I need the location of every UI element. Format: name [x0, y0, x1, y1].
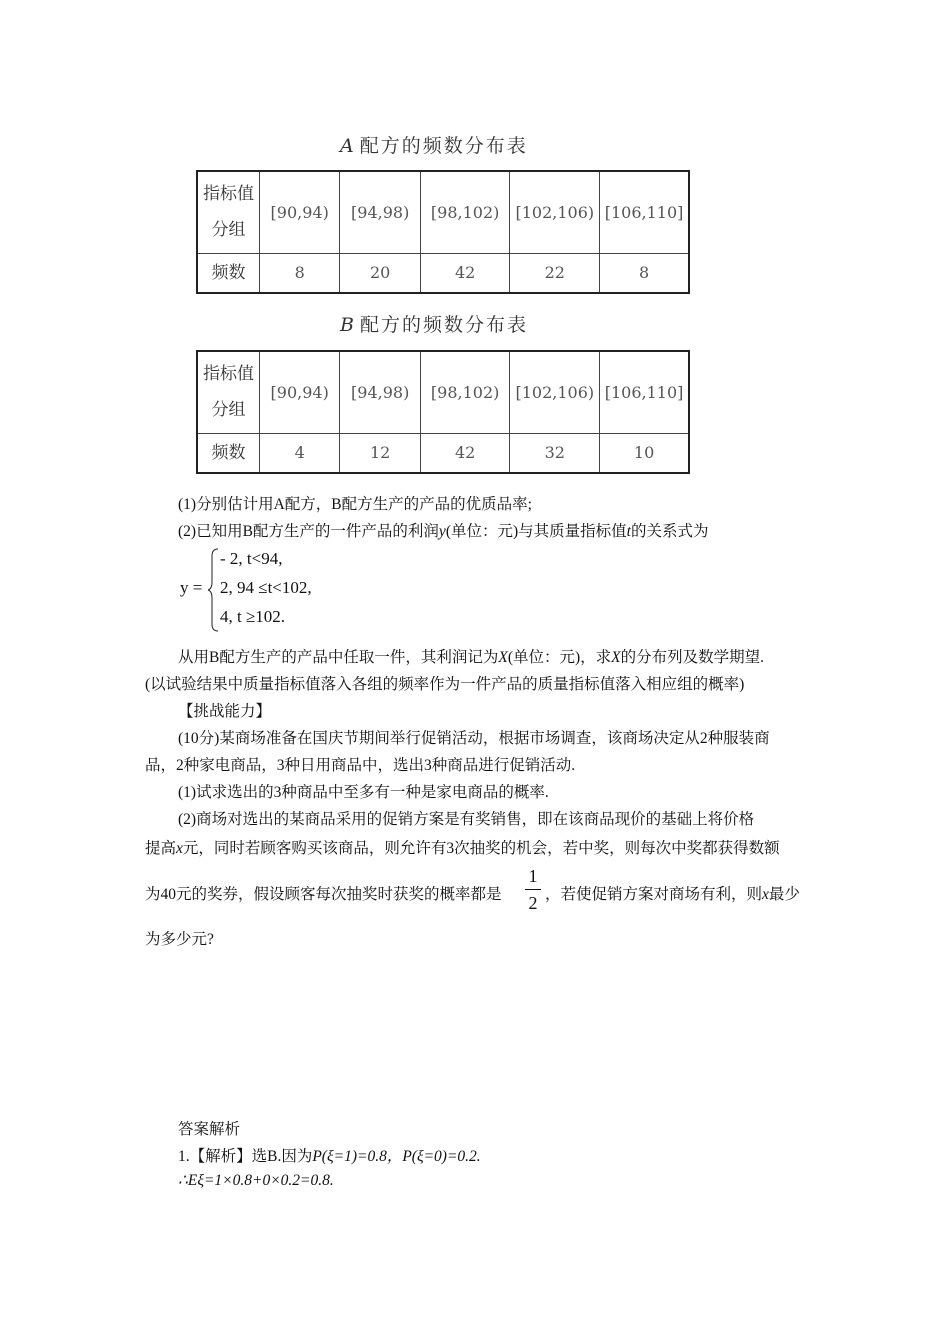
freq-cell: 10	[600, 433, 689, 473]
challenge-heading: 【挑战能力】	[178, 703, 272, 720]
problem-part-1: (1)试求选出的3种商品中至多有一种是家电商品的概率.	[178, 784, 549, 801]
freq-header-cell: 频数	[197, 433, 259, 473]
question-2-text-d1: 从用B配方生产的产品中任取一件，其利润记为	[178, 649, 499, 666]
group-header-cell	[197, 351, 259, 433]
answer-prob-1: P(ξ=1)=0.8，	[312, 1148, 403, 1165]
freq-cell: 42	[420, 433, 510, 473]
problem-part-2-line-3b	[545, 882, 800, 904]
fraction-denominator: 2	[528, 893, 538, 913]
group-cell: [94,98)	[340, 351, 420, 433]
formula-case-3: 4, t ≥102.	[220, 607, 286, 626]
table-a-caption-var: A	[340, 135, 356, 157]
group-header-cell	[197, 171, 259, 253]
freq-cell: 12	[340, 433, 420, 473]
answer-line-1-text: 1.【解析】选B.因为	[178, 1148, 313, 1165]
freq-cell: 42	[420, 253, 510, 293]
group-header-line2: 分组	[211, 220, 246, 241]
table-a	[196, 170, 690, 294]
problem-intro-line-1: (10分)某商场准备在国庆节期间举行促销活动，根据市场调查，该商场决定从2种服装商	[178, 730, 770, 747]
table-row	[197, 171, 689, 253]
table-b	[196, 350, 690, 474]
answer-line-2	[178, 1171, 334, 1190]
var-x: x	[176, 840, 183, 857]
table-a-caption-text: 配方的频数分布表	[359, 135, 528, 157]
question-1: (1)分别估计用A配方，B配方生产的产品的优质品率;	[178, 496, 532, 513]
freq-cell: 4	[259, 433, 339, 473]
group-cell: [102,106)	[510, 171, 600, 253]
freq-cell: 8	[600, 253, 689, 293]
table-b-caption	[340, 310, 528, 337]
table-row	[197, 253, 689, 293]
answer-title: 答案解析	[178, 1121, 241, 1138]
answer-expectation: ∴Eξ=1×0.8+0×0.2=0.8.	[178, 1172, 334, 1189]
table-row	[197, 351, 689, 433]
group-header-line2: 分组	[211, 400, 246, 421]
group-cell: [98,102)	[420, 171, 510, 253]
question-2-text-a: (2)已知用B配方生产的一件产品的利润	[178, 523, 439, 540]
table-b-caption-var: B	[340, 314, 356, 336]
freq-header-cell: 频数	[197, 253, 259, 293]
table-b-caption-text: 配方的频数分布表	[359, 314, 528, 336]
problem-part-2-text-3b: ，若使促销方案对商场有利，则	[545, 886, 763, 903]
var-X: X	[498, 649, 508, 666]
group-header-line1: 指标值	[202, 364, 254, 385]
problem-part-2-line-2	[145, 836, 780, 858]
group-cell: [98,102)	[420, 351, 510, 433]
var-y: y	[438, 523, 446, 540]
problem-part-2-text-3c: 最少	[768, 886, 800, 903]
question-2-text-d3: 的分布列及数学期望.	[620, 649, 764, 666]
problem-part-2-line-1: (2)商场对选出的某商品采用的促销方案是有奖销售，即在该商品现价的基础上将价格	[178, 811, 755, 828]
question-2-text-d2: (单位：元)，求	[507, 649, 612, 666]
problem-part-2-text-b: 元，同时若顾客购买该商品，则允许有3次抽奖的机会，若中奖，则每次中奖都获得数额	[182, 840, 780, 857]
answer-line-1	[178, 1144, 481, 1166]
group-cell: [90,94)	[259, 351, 339, 433]
var-x: x	[762, 886, 769, 903]
formula-case-2: 2, 94 ≤t<102,	[220, 578, 312, 597]
question-2-text-c: 的关系式为	[630, 523, 709, 540]
question-2-continued	[178, 645, 764, 667]
formula-lhs: y =	[180, 578, 203, 597]
problem-part-2-line-4: 为多少元?	[145, 931, 214, 948]
formula-case-1: - 2, t<94,	[220, 549, 283, 568]
group-cell: [106,110]	[600, 171, 689, 253]
problem-part-2-line-3a: 为40元的奖券，假设顾客每次抽奖时获奖的概率都是	[145, 886, 502, 903]
var-X: X	[611, 649, 621, 666]
freq-cell: 32	[510, 433, 600, 473]
formula-brace	[208, 548, 220, 632]
table-a-caption	[340, 131, 528, 158]
problem-part-2-text-a: 提高	[145, 840, 177, 857]
table-row	[197, 433, 689, 473]
question-2-note: (以试验结果中质量指标值落入各组的频率作为一件产品的质量指标值落入相应组的概率)	[145, 676, 745, 693]
group-cell: [102,106)	[510, 351, 600, 433]
fraction-bar	[525, 889, 541, 890]
fraction-numerator: 1	[528, 866, 538, 886]
question-2	[178, 519, 708, 541]
var-t: t	[626, 523, 631, 540]
freq-cell: 22	[510, 253, 600, 293]
freq-cell: 20	[340, 253, 420, 293]
freq-cell: 8	[259, 253, 339, 293]
group-header-line1: 指标值	[202, 184, 254, 205]
question-2-text-b: (单位：元)与其质量指标值	[445, 523, 627, 540]
problem-intro-line-2: 品，2种家电商品，3种日用商品中，选出3种商品进行促销活动.	[145, 757, 576, 774]
group-cell: [94,98)	[340, 171, 420, 253]
answer-prob-2: P(ξ=0)=0.2.	[402, 1148, 481, 1165]
group-cell: [106,110]	[600, 351, 689, 433]
group-cell: [90,94)	[259, 171, 339, 253]
